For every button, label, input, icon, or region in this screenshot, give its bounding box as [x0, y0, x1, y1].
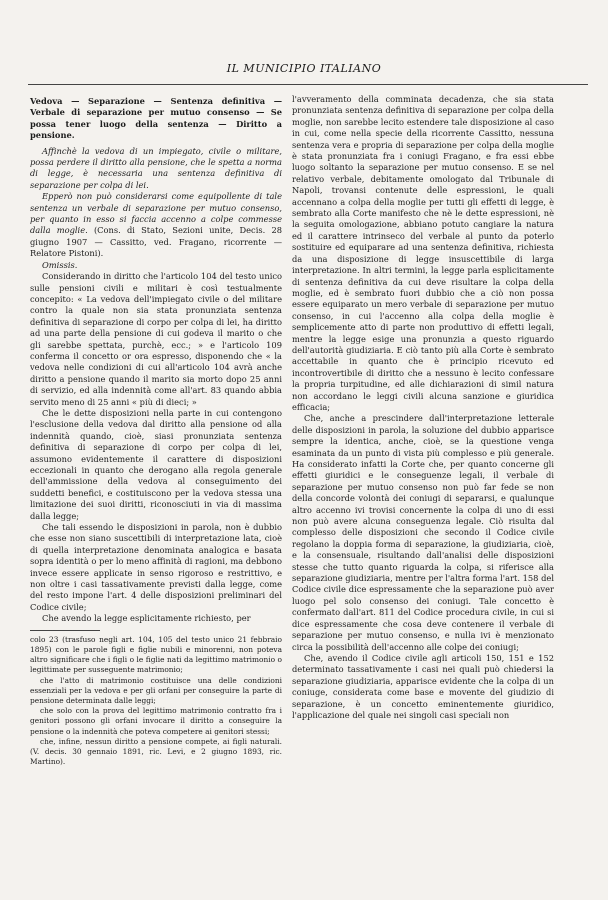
- maxim-text-2: Epperò non può considerarsi come equipollente di tale sentenza un verbale di separazione per mutuo consenso, per quanto in esso si faccia accenno a colpe commesse dalla moglie.: [30, 191, 282, 236]
- footnote-block: [30, 635, 282, 768]
- body-paragraph: Che tali essendo le disposizioni in parola, non è dubbio che esse non siano suscettibili di interpretazione lata, cioè di quella interpretazione denominata analogica e basata sopra identità o per lo meno affinità di ragioni, ma debbono invece essere applicate in senso rigoroso e restrittivo, e non oltre i casi tassativamente previsti dalla legge, come del resto impone l'art. 4 delle disposizioni preliminari del Codice civile;: [30, 522, 282, 612]
- body-paragraph: Che avendo la legge esplicitamente richiesto, per: [42, 613, 251, 624]
- maxim-paragraph-2: [30, 191, 282, 259]
- right-column: [292, 94, 554, 721]
- decision-citation: (Cons. di Stato, Sezioni unite, Decis. 28 giugno 1907 — Cassitto, ved. Fragano, ricorrente — Relatore Pistoni).: [30, 225, 282, 259]
- body-paragraph: Che, avendo il Codice civile agli articoli 150, 151 e 152 determinato tassativamente i casi nei quali può chiedersi la separazione giudiziaria, apparisce evidente che la colpa di un coniuge, considerata come base e movente del giudizio di separazione, è un concetto eminentemente giuridico, l'applicazione del quale nei singoli casi speciali non: [292, 652, 554, 720]
- footnote-paragraph: che l'atto di matrimonio costituisce una delle condizioni essenziali per la vedova e per gli orfani per conseguire la parte di pensione determinata dalle leggi;: [30, 675, 282, 705]
- body-paragraph: l'avveramento della comminata decadenza, che sia stata pronunziata sentenza definitiva di separazione per colpa della moglie, non sarebbe lecito estendere tale disposizione al caso in cui, come nella specie della ricorrente Cassitto, nessuna sentenza vera e propria di separazione per colpa della moglie è stata pronunziata fra i coniugi Fragano, e fra essi ebbe luogo soltanto la separazione per mutuo consenso. E se nel relativo verbale, debitamente omologato dal Tribunale di Napoli, trovansi contenute delle espressioni, le quali accennano a colpa della moglie per tutti gli effetti di legge, è sembrato alla Corte manifesto che nè le dette espressioni, nè la seguita omologazione, abbiano potuto cangiare la natura ed il carattere intrinseco del verbale al punto da poterlo sostituire ed equiparare ad una sentenza definitiva, richiesta da una disposizione di legge insuscettibile di larga interpretazione. In altri termini, la legge parla esplicitamente di sentenza definitiva da cui deve risultare la colpa della moglie, ed è sembrato fuori dubbio che a ciò non possa essere equiparato un mero verbale di separazione per mutuo consenso, in cui l'accenno alla colpa della moglie è semplicemente atto di parte non produttivo di effetti legali, mentre la legge esige una pronunzia a questo riguardo dell'autorità giudiziaria. E ciò tanto più alla Corte è sembrato accettabile in quanto che è principio ricevuto ed incontrovertibile di diritto che a nessuno è lecito confessare la propria turpitudine, ed alle dichiarazioni di simil natura non accordano le leggi civili alcuna sanzione e giuridica efficacia;: [292, 94, 554, 412]
- article-heading: Vedova — Separazione — Sentenza definitiva — Verbale di separazione per mutuo consenso — Se possa tener luogo della sentenza — Diritto a pensione.: [30, 96, 282, 141]
- footnote-paragraph: colo 23 (trasfuso negli art. 104, 105 del testo unico 21 febbraio 1895) con le parole figli e figlie nubili e minorenni, non poteva altro significare che i figli o le figlie nati da legittimo matrimonio o legittimate per susseguente matrimonio;: [30, 634, 282, 675]
- body-paragraph: Che le dette disposizioni nella parte in cui contengono l'esclusione della vedova dal diritto alla pensione od alla indennità quando, cioè, siasi pronunziata sentenza definitiva di separazione di corpo per colpa di lei, assumono evidentemente il carattere di disposizioni eccezionali in quanto che derogano alla regola generale dell'ammissione della vedova al conseguimento dei suddetti benefici, e costituiscono per la vedova stessa una limitazione dei suoi diritti, riconosciuti in via di massima dalla legge;: [30, 407, 282, 521]
- body-paragraph: Che, anche a prescindere dall'interpretazione letterale delle disposizioni in parola, la soluzione del dubbio apparisce sempre la identica, anche, cioè, se la questione venga esaminata da un punto di vista più complesso e più generale. Ha considerato infatti la Corte che, per quanto concerne gli effetti giuridici e le conseguenze legali, il verbale di separazione per mutuo consenso non può far fede se non della concorde volontà dei coniugi di separarsi, e qualunque altro accenno ivi trovisi concernente la colpa di uno di essi non può avere alcuna conseguenza legale. Ciò risulta dal complesso delle disposizioni che secondo il Codice civile regolano la doppia forma di separazione, la giudiziaria, cioè, e la consensuale, risultando dall'analisi delle disposizioni stesse che tutto quanto riguarda la colpa, si riferisce alla separazione giudiziaria, mentre per l'altra forma l'art. 158 del Codice civile dice espressamente che la separazione può aver luogo pel solo consenso dei coniugi. Tale concetto è confermato dall'art. 811 del Codice procedura civile, in cui si dice espressamente che cosa deve contenere il verbale di separazione per mutuo consenso, e nulla ivi è menzionato circa la possibilità dell'accenno alle colpe dei coniugi;: [292, 413, 554, 652]
- footnote-paragraph: che, infine, nessun diritto a pensione compete, ai figli naturali. (V. decis. 30 gennaio 1891, ric. Levi, e 2 giugno 1893, ric. Martino).: [30, 736, 282, 767]
- footnote-rule: [30, 630, 100, 631]
- maxim-paragraph-1: Affinchè la vedova di un impiegato, civile o militare, possa perdere il diritto alla pensione, che le spetta a norma di legge, è necessaria una sentenza definitiva di separazione per colpa di lei.: [30, 145, 282, 190]
- footnote-paragraph: che solo con la prova del legittimo matrimonio contratto fra i genitori possono gli orfani invocare il diritto a conseguire la pensione o la indennità che poteva competere ai genitori stessi;: [30, 706, 282, 736]
- omissis-label: Omissis.: [42, 259, 78, 270]
- running-title: IL MUNICIPIO ITALIANO: [226, 62, 382, 75]
- body-paragraph: Considerando in diritto che l'articolo 104 del testo unico sulle pensioni civili e militari è così testualmente concepito: « La vedova dell'impiegato civile o del militare contro la quale non sia stata pronunziata sentenza definitiva di separazione di corpo per colpa di lei, ha diritto ad una parte della pensione di cui godeva il marito o che gli sarebbe spettata, purchè, ecc.; » e l'articolo 109 conferma il concetto or ora espresso, disponendo che « la vedova nelle condizioni di cui all'articolo 104 avrà anche diritto a pensione quando il marito sia morto dopo 25 anni di servizio, ed alla indennità come all'art. 83 quando abbia servito meno di 25 anni « più di dieci; »: [30, 271, 282, 407]
- header-rule: [28, 84, 588, 85]
- left-column: [30, 96, 282, 767]
